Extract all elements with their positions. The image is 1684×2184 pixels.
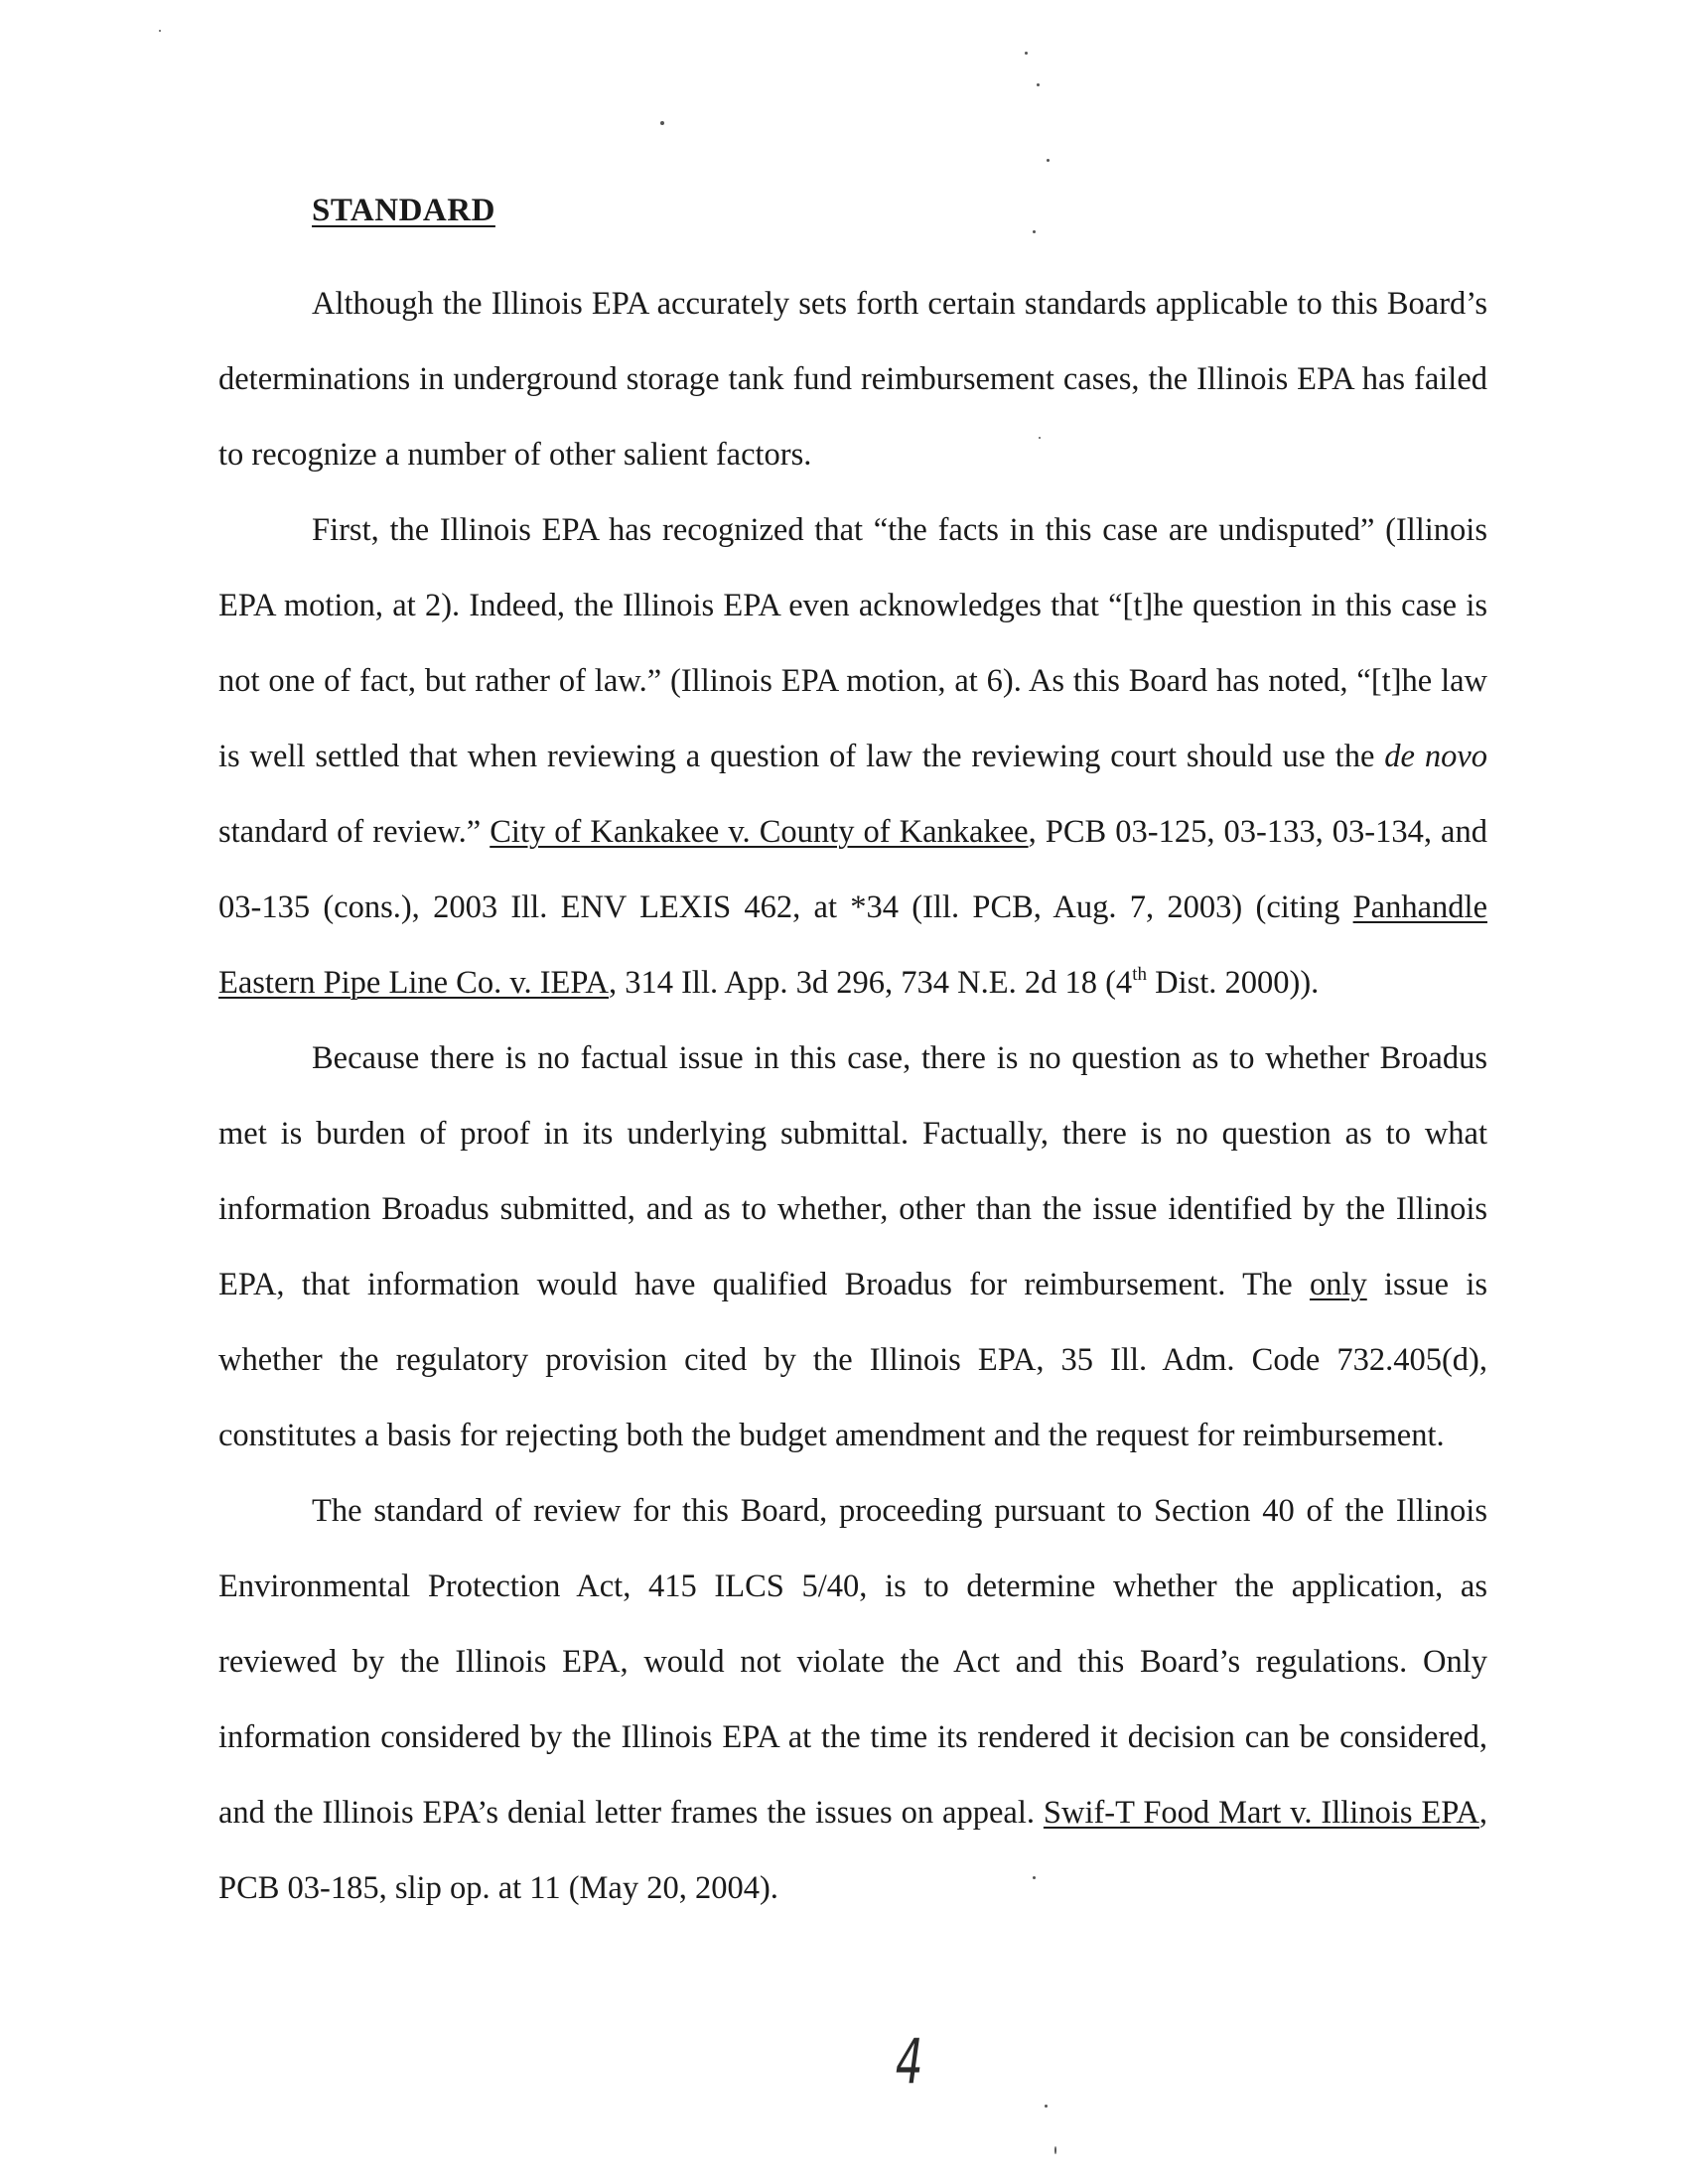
text-run: Dist. 2000)). bbox=[1146, 965, 1320, 1001]
scan-speck bbox=[660, 121, 664, 125]
emphasis-underline: only bbox=[1309, 1267, 1367, 1302]
text-run: First, the Illinois EPA has recognized that “the facts in this case are undisputed” (Illinois EPA motion, at 2). Indeed, the Illinois EPA even acknowledges that “[t]he question in this case is not one of fact, but rather of law.” (Illinois EPA motion, at 6). As this Board has noted, “[t]he law is well settled that when reviewing a question of law the reviewing court should use the bbox=[218, 512, 1487, 774]
text-run: Because there is no factual issue in this case, there is no question as to whether Broadus met is burden of proof in its underlying submittal. Factually, there is no question as to what information Broadus submitted, and as to whether, other than the issue identified by the Illinois EPA, that information would have qualified Broadus for reimbursement. The bbox=[218, 1040, 1487, 1302]
scan-speck bbox=[1047, 159, 1050, 162]
scan-speck bbox=[1037, 83, 1040, 86]
scan-speck bbox=[1025, 52, 1028, 55]
paragraph-intro bbox=[218, 266, 1487, 492]
case-citation: Swif-T Food Mart v. Illinois EPA bbox=[1043, 1795, 1479, 1831]
page-number: 4 bbox=[895, 2025, 923, 2098]
paragraph-standard-of-review bbox=[218, 492, 1487, 1021]
paragraph-no-factual-issue bbox=[218, 1021, 1487, 1473]
ordinal-suffix: th bbox=[1132, 964, 1147, 985]
paragraph-intro-text: Although the Illinois EPA accurately sets forth certain standards applicable to this Board’s determinations in underground storage tank fund reimbursement cases, the Illinois EPA has failed to recognize a number of other salient factors. bbox=[218, 286, 1487, 473]
text-run: The standard of review for this Board, proceeding pursuant to Section 40 of the Illinois Environmental Protection Act, 415 ILCS 5/40, is to determine whether the application, as reviewed by the Illinois EPA, would not violate the Act and this Board’s regulations. Only information considered by the Illinois EPA at the time its rendered it decision can be considered, and the Illinois EPA’s denial letter frames the issues on appeal. bbox=[218, 1493, 1487, 1831]
case-citation: Panhandle Eastern Pipe Line Co. v. IEPA bbox=[218, 889, 1487, 1001]
text-run: , PCB 03-185, slip op. at 11 (May 20, 2004). bbox=[218, 1795, 1487, 1906]
text-run: , 314 Ill. App. 3d 296, 734 N.E. 2d 18 (4 bbox=[608, 965, 1133, 1001]
paragraph-board-review bbox=[218, 1473, 1487, 1926]
scan-speck bbox=[159, 30, 161, 32]
scan-speck bbox=[1033, 1876, 1036, 1879]
scan-speck bbox=[1033, 230, 1036, 233]
text-run: , PCB 03-125, 03-133, 03-134, and 03-135 (cons.), 2003 Ill. ENV LEXIS 462, at *34 (Ill. PCB, Aug. 7, 2003) (citing bbox=[218, 814, 1487, 925]
italic-term: de novo bbox=[1384, 739, 1487, 774]
text-run: standard of review.” bbox=[218, 814, 491, 850]
body-text bbox=[218, 266, 1487, 1926]
scan-speck bbox=[1054, 2146, 1056, 2154]
text-run: issue is whether the regulatory provision cited by the Illinois EPA, 35 Ill. Adm. Code 732.405(d), constitutes a basis for rejecting both the budget amendment and the request for reimbursement. bbox=[218, 1267, 1487, 1453]
section-heading: STANDARD bbox=[312, 193, 495, 228]
scan-speck bbox=[1039, 437, 1041, 439]
case-citation: City of Kankakee v. County of Kankakee bbox=[490, 814, 1029, 850]
scan-speck bbox=[1045, 2105, 1048, 2108]
